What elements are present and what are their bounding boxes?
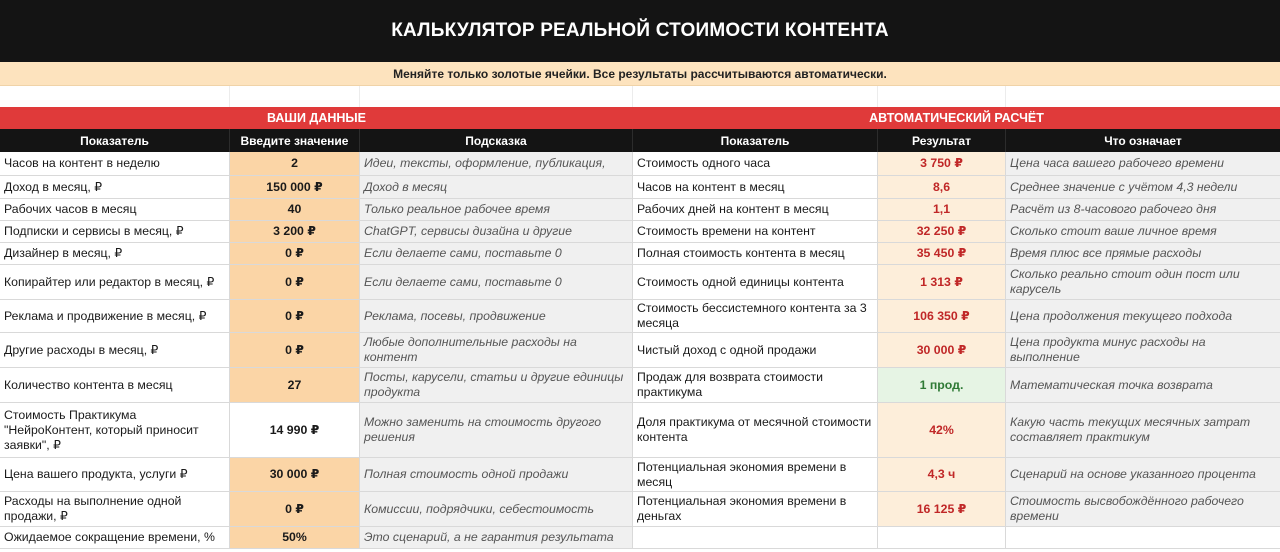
header-result: Результат: [878, 129, 1006, 152]
result-meaning: Математическая точка возврата: [1006, 368, 1280, 402]
input-hint: Можно заменить на стоимость другого решения: [360, 403, 633, 457]
result-meaning: Цена продукта минус расходы на выполнение: [1006, 333, 1280, 367]
table-row: [0, 152, 1280, 176]
result-meaning: Цена продолжения текущего подхода: [1006, 300, 1280, 332]
header-row: [0, 129, 1280, 152]
table-row: [0, 527, 1280, 549]
output-label: Потенциальная экономия времени в месяц: [633, 458, 878, 491]
input-hint: Если делаете сами, поставьте 0: [360, 265, 633, 299]
header-hint: Подсказка: [360, 129, 633, 152]
table-row: [0, 199, 1280, 221]
input-hint: Если делаете сами, поставьте 0: [360, 243, 633, 264]
title-bar: [0, 0, 1280, 62]
input-value[interactable]: 0 ₽: [230, 265, 360, 299]
result-value: 3 750 ₽: [878, 152, 1006, 175]
input-hint: Идеи, тексты, оформление, публикация,: [360, 152, 633, 175]
result-meaning: [1006, 527, 1280, 548]
input-hint: Только реальное рабочее время: [360, 199, 633, 220]
result-value: 8,6: [878, 176, 1006, 198]
result-value: 16 125 ₽: [878, 492, 1006, 526]
result-value: 32 250 ₽: [878, 221, 1006, 242]
result-value: 1 прод.: [878, 368, 1006, 402]
output-label: Чистый доход с одной продажи: [633, 333, 878, 367]
input-label: Стоимость Практикума "НейроКонтент, который приносит заявки", ₽: [0, 403, 230, 457]
notice-bar: [0, 62, 1280, 86]
header-indicator-output: Показатель: [633, 129, 878, 152]
input-label: Ожидаемое сокращение времени, %: [0, 527, 230, 548]
input-label: Цена вашего продукта, услуги ₽: [0, 458, 230, 491]
input-hint: Реклама, посевы, продвижение: [360, 300, 633, 332]
result-value: 30 000 ₽: [878, 333, 1006, 367]
input-value[interactable]: 27: [230, 368, 360, 402]
table-row: [0, 333, 1280, 368]
result-meaning: Сценарий на основе указанного процента: [1006, 458, 1280, 491]
input-value[interactable]: 2: [230, 152, 360, 175]
result-value: 106 350 ₽: [878, 300, 1006, 332]
input-value[interactable]: 0 ₽: [230, 333, 360, 367]
result-value: [878, 527, 1006, 548]
output-label: Доля практикума от месячной стоимости контента: [633, 403, 878, 457]
input-hint: Комиссии, подрядчики, себестоимость: [360, 492, 633, 526]
result-value: 35 450 ₽: [878, 243, 1006, 264]
output-label: Стоимость одного часа: [633, 152, 878, 175]
input-value[interactable]: 30 000 ₽: [230, 458, 360, 491]
input-hint: Полная стоимость одной продажи: [360, 458, 633, 491]
table-row: [0, 243, 1280, 265]
input-value[interactable]: 3 200 ₽: [230, 221, 360, 242]
output-label: Стоимость одной единицы контента: [633, 265, 878, 299]
table-row: [0, 458, 1280, 492]
result-meaning: Стоимость высвобождённого рабочего времени: [1006, 492, 1280, 526]
result-value: 4,3 ч: [878, 458, 1006, 491]
input-label: Количество контента в месяц: [0, 368, 230, 402]
result-meaning: Цена часа вашего рабочего времени: [1006, 152, 1280, 175]
output-label: Часов на контент в месяц: [633, 176, 878, 198]
result-meaning: Какую часть текущих месячных затрат составляет практикум: [1006, 403, 1280, 457]
result-value: 42%: [878, 403, 1006, 457]
spacer-row: [0, 86, 1280, 107]
output-label: Потенциальная экономия времени в деньгах: [633, 492, 878, 526]
output-label: [633, 527, 878, 548]
input-hint: ChatGPT, сервисы дизайна и другие: [360, 221, 633, 242]
input-label: Рабочих часов в месяц: [0, 199, 230, 220]
table-row: [0, 265, 1280, 300]
table-row: [0, 221, 1280, 243]
table-row: [0, 492, 1280, 527]
calculator-table: [0, 152, 1280, 549]
input-label: Другие расходы в месяц, ₽: [0, 333, 230, 367]
table-row: [0, 403, 1280, 458]
input-hint: Посты, карусели, статьи и другие единицы продукта: [360, 368, 633, 402]
table-row: [0, 176, 1280, 199]
table-row: [0, 300, 1280, 333]
result-value: 1,1: [878, 199, 1006, 220]
result-meaning: Сколько стоит ваше личное время: [1006, 221, 1280, 242]
output-label: Полная стоимость контента в месяц: [633, 243, 878, 264]
input-hint: Доход в месяц: [360, 176, 633, 198]
input-label: Часов на контент в неделю: [0, 152, 230, 175]
input-label: Дизайнер в месяц, ₽: [0, 243, 230, 264]
input-label: Реклама и продвижение в месяц, ₽: [0, 300, 230, 332]
input-hint: Любые дополнительные расходы на контент: [360, 333, 633, 367]
output-label: Стоимость времени на контент: [633, 221, 878, 242]
header-meaning: Что означает: [1104, 133, 1182, 148]
input-value[interactable]: 0 ₽: [230, 300, 360, 332]
header-enter-value: Введите значение: [230, 129, 360, 152]
notice-text: Меняйте только золотые ячейки. Все результаты рассчитываются автоматически.: [393, 66, 887, 81]
input-value[interactable]: 40: [230, 199, 360, 220]
input-value[interactable]: 14 990 ₽: [230, 403, 360, 457]
output-label: Рабочих дней на контент в месяц: [633, 199, 878, 220]
page-title: КАЛЬКУЛЯТОР РЕАЛЬНОЙ СТОИМОСТИ КОНТЕНТА: [391, 20, 889, 41]
result-value: 1 313 ₽: [878, 265, 1006, 299]
section-output: АВТОМАТИЧЕСКИЙ РАСЧЁТ: [633, 107, 1280, 129]
result-meaning: Время плюс все прямые расходы: [1006, 243, 1280, 264]
input-value[interactable]: 150 000 ₽: [230, 176, 360, 198]
result-meaning: Сколько реально стоит один пост или карусель: [1006, 265, 1280, 299]
section-row: [0, 107, 1280, 129]
input-value[interactable]: 0 ₽: [230, 492, 360, 526]
result-meaning: Среднее значение с учётом 4,3 недели: [1006, 176, 1280, 198]
input-label: Расходы на выполнение одной продажи, ₽: [0, 492, 230, 526]
input-hint: Это сценарий, а не гарантия результата: [360, 527, 633, 548]
input-label: Подписки и сервисы в месяц, ₽: [0, 221, 230, 242]
input-value[interactable]: 50%: [230, 527, 360, 548]
section-input: ВАШИ ДАННЫЕ: [0, 107, 633, 129]
input-label: Доход в месяц, ₽: [0, 176, 230, 198]
header-indicator: Показатель: [0, 129, 230, 152]
input-label: Копирайтер или редактор в месяц, ₽: [0, 265, 230, 299]
result-meaning: Расчёт из 8-часового рабочего дня: [1006, 199, 1280, 220]
output-label: Продаж для возврата стоимости практикума: [633, 368, 878, 402]
input-value[interactable]: 0 ₽: [230, 243, 360, 264]
table-row: [0, 368, 1280, 403]
output-label: Стоимость бессистемного контента за 3 месяца: [633, 300, 878, 332]
